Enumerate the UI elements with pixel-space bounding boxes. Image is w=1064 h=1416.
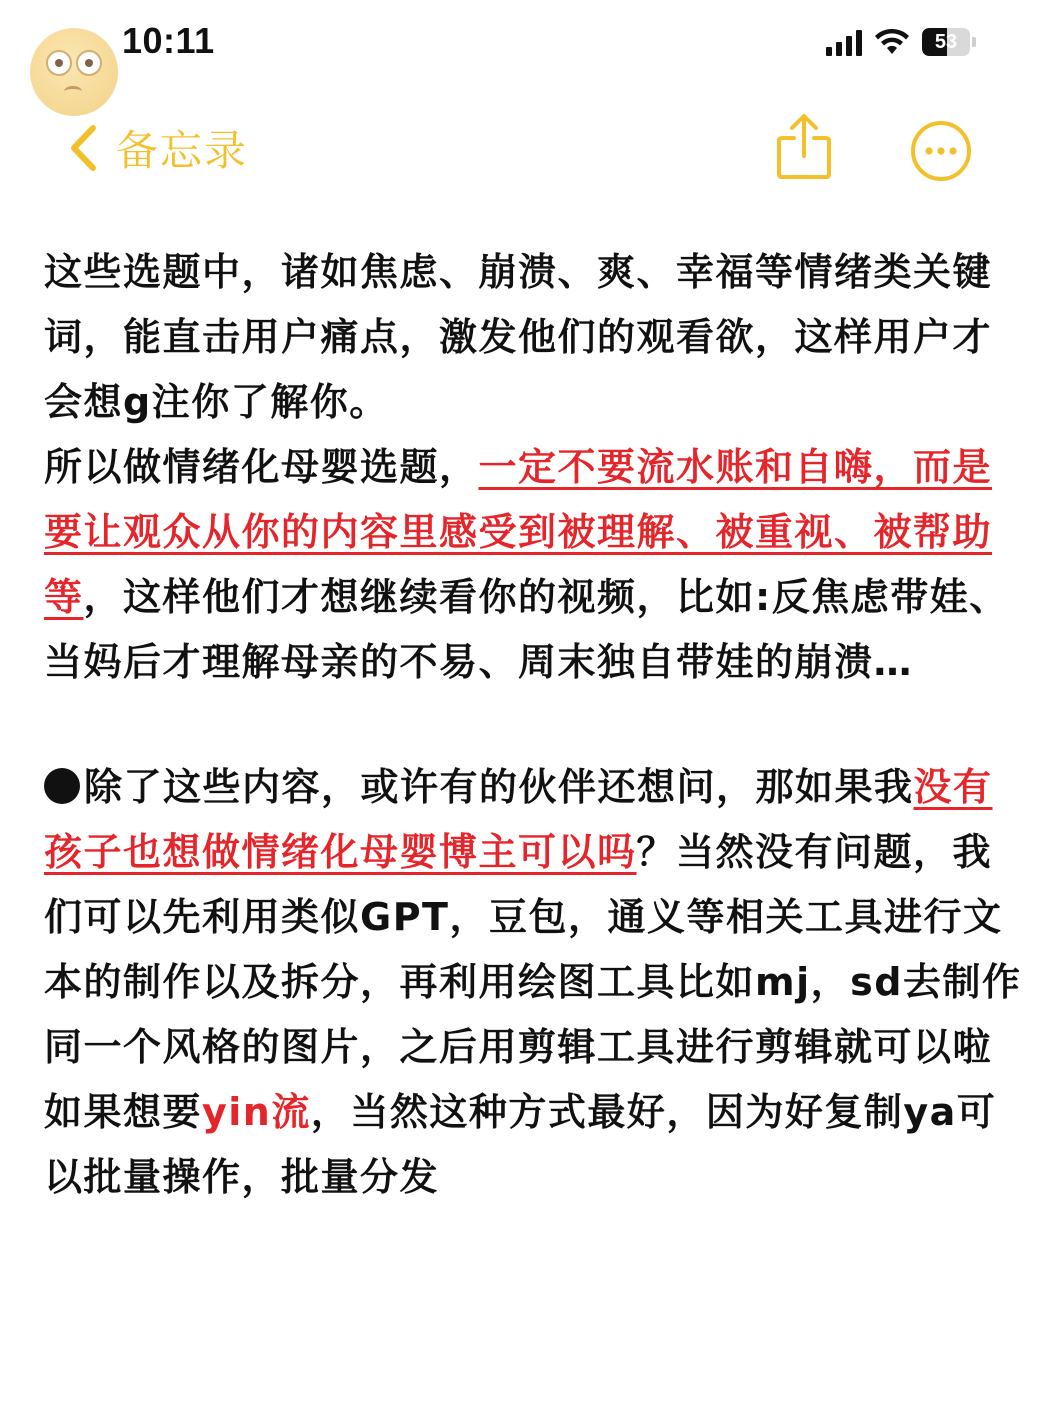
note-paragraph-4-text-end: ，当然这种方式最好，因为好复制ya可以批量操作，批量分发 [44,1090,997,1199]
ellipsis-circle-icon [910,120,972,182]
battery-icon [922,28,978,56]
note-paragraph-4-text: 如果想要 [44,1090,203,1134]
share-icon [774,112,834,182]
battery-cap [972,37,976,47]
note-highlight-3: yin流 [202,1090,311,1134]
emoji-sticker-icon [30,28,118,116]
wifi-icon [874,28,910,56]
note-paragraph-4 [44,1080,1024,1210]
status-icons [826,28,978,56]
cellular-signal-icon [826,30,862,56]
emoji-eye-left [46,50,72,76]
bullet-icon [44,768,80,804]
status-time: 10:11 [122,20,215,61]
back-button[interactable] [68,118,248,178]
more-button[interactable] [910,120,972,182]
back-button-label: 备忘录 [116,126,249,175]
chevron-left-icon [68,124,98,172]
note-paragraph-2-text: 所以做情绪化母婴选题， [44,445,479,489]
share-button[interactable] [774,112,834,182]
note-highlight-2: 没有孩子也想做情绪化母婴博主可以吗 [44,765,993,874]
paragraph-spacer [44,695,1024,755]
emoji-mouth [64,86,82,97]
note-highlight-1: 一定不要流水账和自嗨，而是要让观众从你的内容里感受到被理解、被重视、被帮助等 [44,445,993,619]
note-paragraph-3-text: 除了这些内容，或许有的伙伴还想问，那如果我 [84,765,914,809]
battery-body [922,28,970,56]
note-paragraph-3-text-end: ？当然没有问题，我们可以先利用类似GPT，豆包，通义等相关工具进行文本的制作以及拆分，再利用绘图工具比如mj，sd去制作同一个风格的图片，之后用剪辑工具进行剪辑就可以啦 [44,830,1022,1069]
note-body[interactable] [44,240,1024,1210]
emoji-eye-right [76,50,102,76]
note-paragraph-3 [44,755,1024,1080]
note-paragraph-2 [44,435,1024,695]
status-bar [0,0,1064,90]
battery-level: 53 [934,31,958,53]
note-paragraph-2-text-end: ，这样他们才想继续看你的视频，比如:反焦虑带娃、当妈后才理解母亲的不易、周末独自带娃的崩溃… [44,575,1009,684]
note-paragraph-1: 这些选题中，诸如焦虑、崩溃、爽、幸福等情绪类关键词，能直击用户痛点，激发他们的观看欲，这样用户才会想g注你了解你。 [44,250,993,424]
